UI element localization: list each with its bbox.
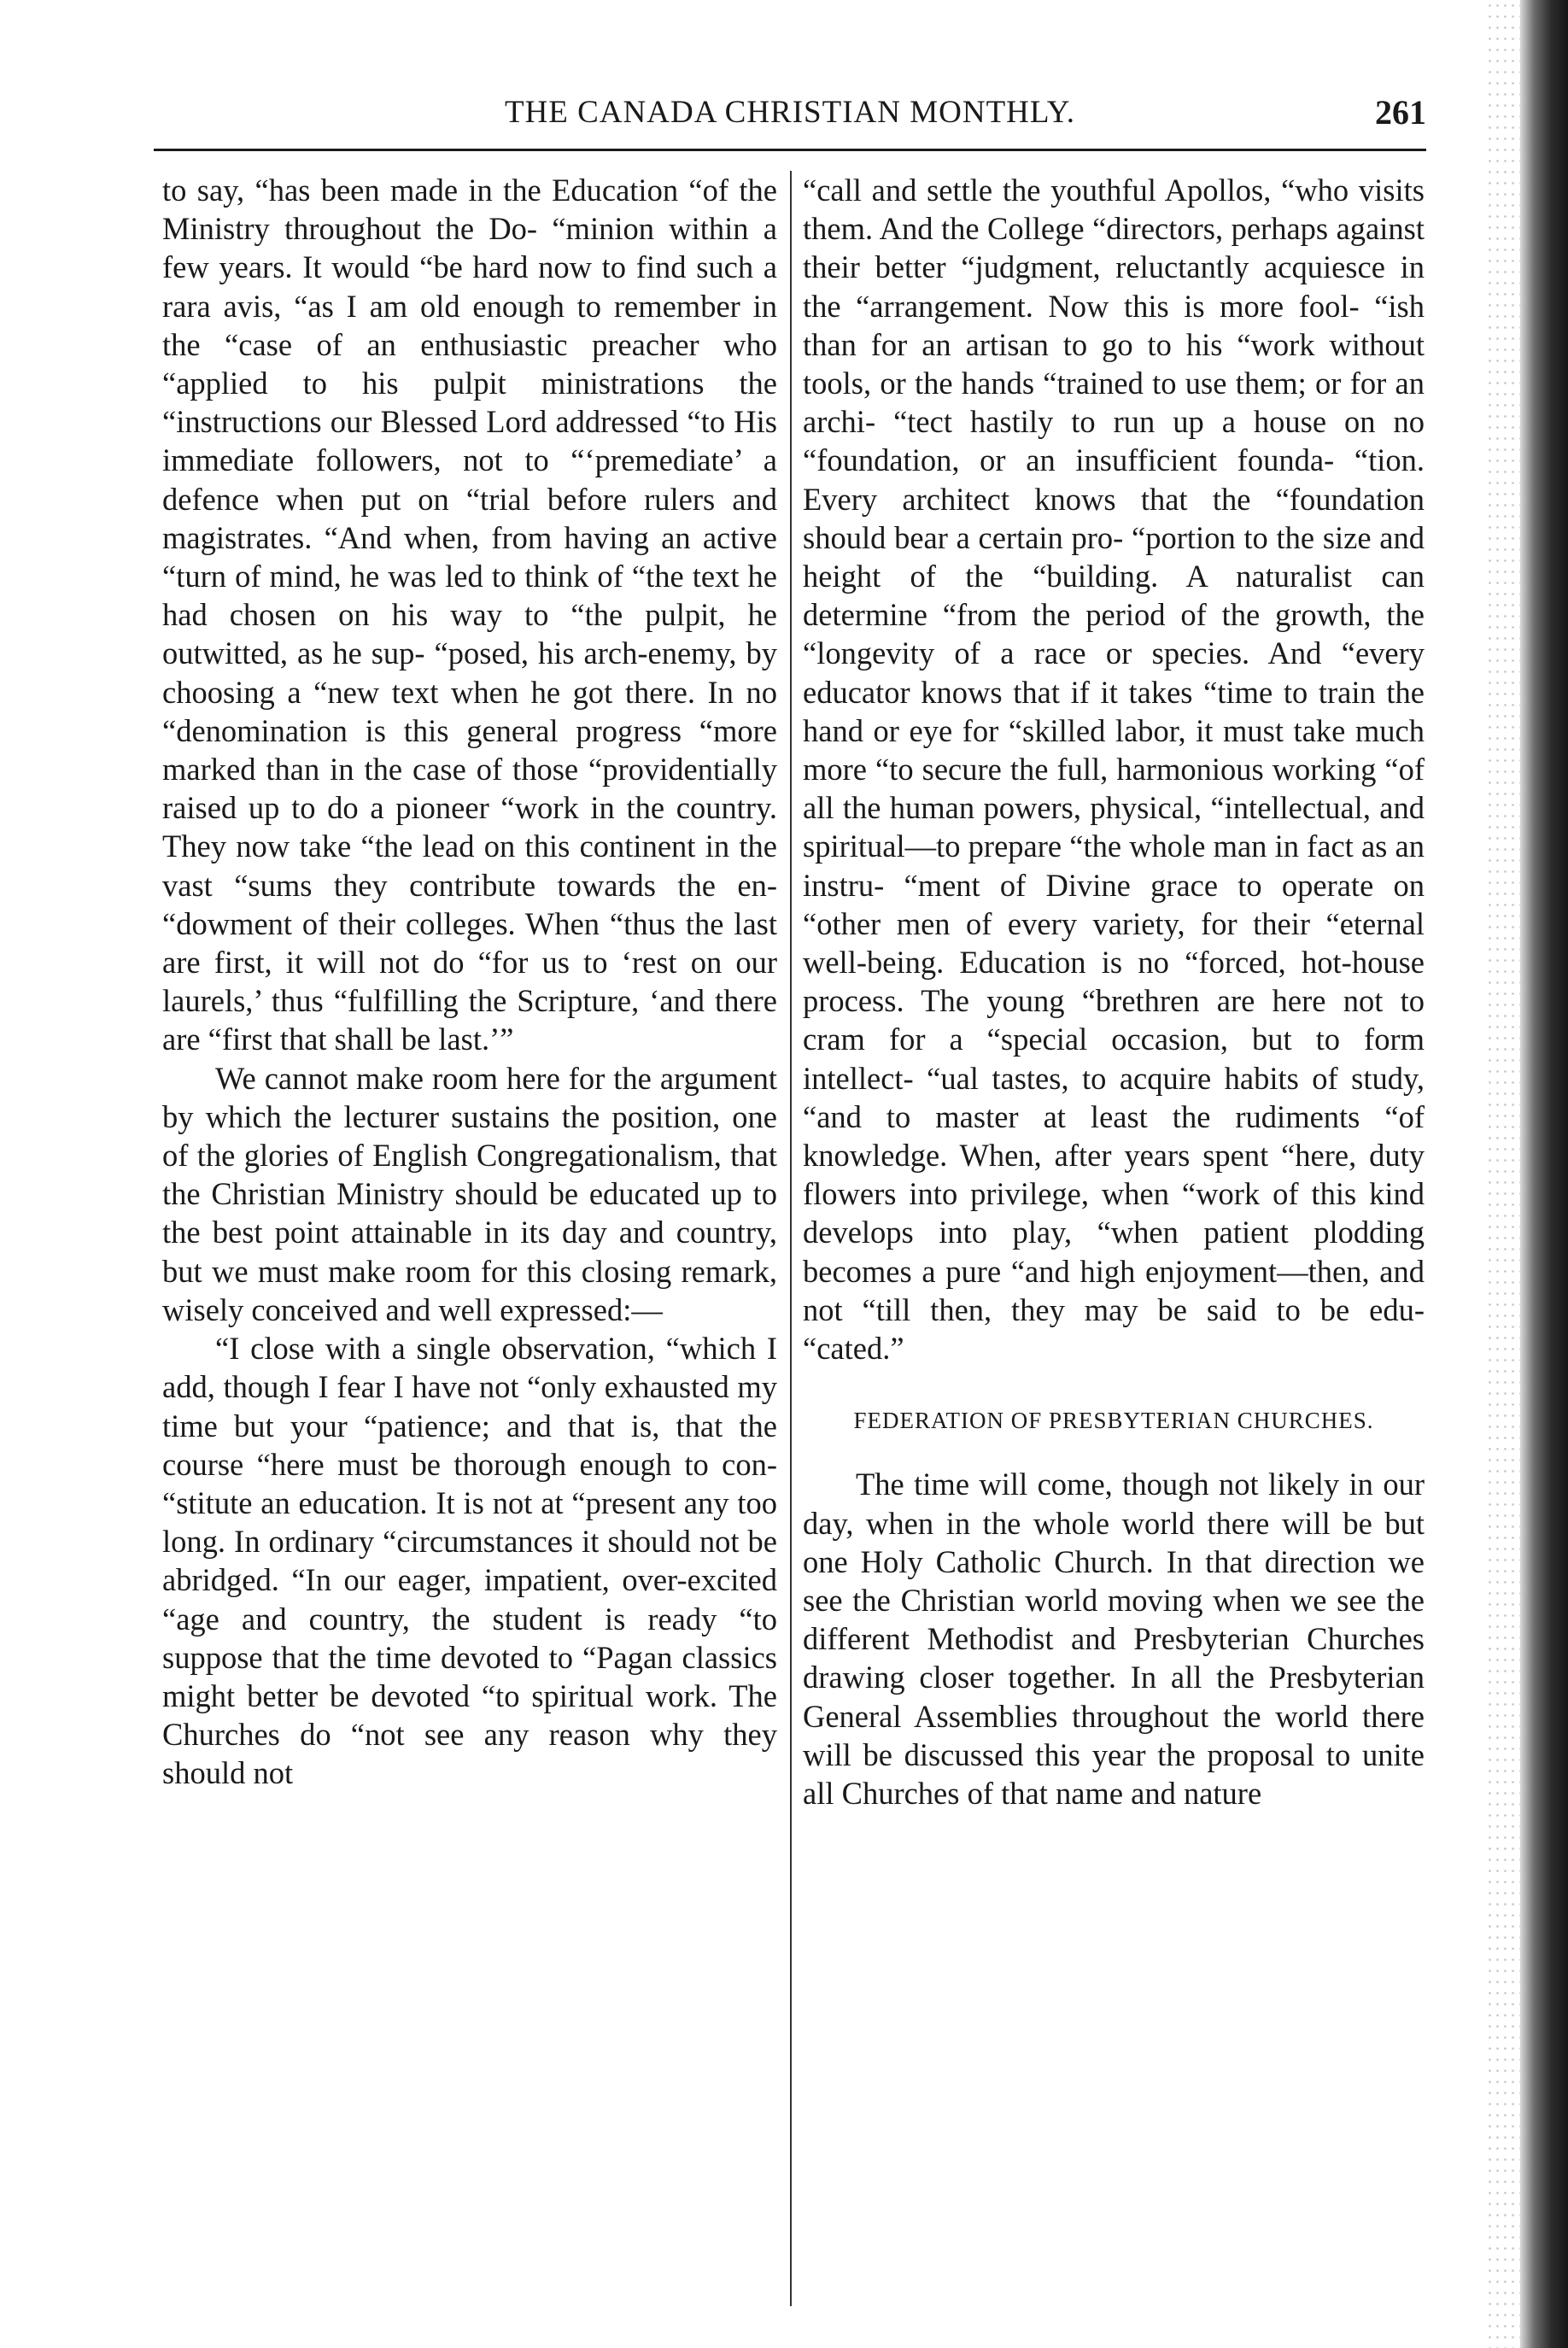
- page-number: 261: [1375, 93, 1426, 132]
- left-paragraph-2: We cannot make room here for the argument by which the lecturer sustains the position, one of the glories of English Congregationalism, that the Christian Ministry should be educated up to the best point attainable in its day and country, but we must make room for this closing remark, wisely conceived and well expressed:—: [162, 1060, 777, 1327]
- left-paragraph-1: to say, “has been made in the Education “of the Ministry throughout the Do- “minion within a few years. It would “be hard now to find such a rara avis, “as I am old enough to remember in the “case of an enthusiastic preacher who “applied to his pulpit ministrations the “instructions our Blessed Lord addressed “to His immediate followers, not to “‘premediate’ a defence when put on “trial before rulers and magistrates. “And when, from having an active “turn of mind, he was led to think of “the text he had chosen on his way to “the pulpit, he outwitted, as he sup- “posed, his arch-enemy, by choosing a “new text when he got there. In no “denomination is this general progress “more marked than in the case of those “providentially raised up to do a pioneer “work in the country. They now take “the lead on this continent in the vast “sums they contribute towards the en- “dowment of their colleges. When “thus the last are first, it will not do “for us to ‘rest on our laurels,’ thus “fulfilling the Scripture, ‘and there are “first that shall be last.’”: [162, 173, 777, 1057]
- page-edge-shadow: [1520, 0, 1568, 2348]
- running-title: THE CANADA CHRISTIAN MONTHLY.: [504, 95, 1075, 130]
- header-rule: [154, 149, 1426, 151]
- page-edge-specks: [1486, 0, 1520, 2348]
- right-paragraph-2: The time will come, though not likely in our day, when in the whole world there will be but one Holy Catholic Church. In that direction we see the Christian world moving when we see the different Methodist and Presbyterian Churches drawing closer together. In all the Presbyterian General Assemblies throughout the world there will be discussed this year the proposal to unite all Churches of that name and nature: [803, 1467, 1425, 1811]
- left-column: [162, 171, 777, 1793]
- right-column: [803, 171, 1425, 1812]
- column-divider: [790, 171, 792, 2306]
- section-heading: FEDERATION OF PRESBYTERIAN CHURCHES.: [853, 1408, 1374, 1434]
- page-header: [154, 87, 1426, 138]
- left-paragraph-3: “I close with a single observation, “which I add, though I fear I have not “only exhausted my time but your “patience; and that is, that the course “here must be thorough enough to con- “stitute an education. It is not at “present any too long. In ordinary “circumstances it should not be abridged. “In our eager, impatient, over-excited “age and country, the student is ready “to suppose that the time devoted to “Pagan classics might better be devoted “to spiritual work. The Churches do “not see any reason why they should not: [162, 1331, 777, 1791]
- right-paragraph-1: “call and settle the youthful Apollos, “who visits them. And the College “directors, perhaps against their better “judgment, reluctantly acquiesce in the “arrangement. Now this is more fool- “ish than for an artisan to go to his “work without tools, or the hands “trained to use them; or for an archi- “tect hastily to run up a house on no “foundation, or an insufficient founda- “tion. Every architect knows that the “foundation should bear a certain pro- “portion to the size and height of the “building. A naturalist can determine “from the period of the growth, the “longevity of a race or species. And “every educator knows that if it takes “time to train the hand or eye for “skilled labor, it must take much more “to secure the full, harmonious working “of all the human powers, physical, “intellectual, and spiritual—to prepare “the whole man in fact as an instru- “ment of Divine grace to operate on “other men of every variety, for their “eternal well-being. Education is no “forced, hot-house process. The young “brethren are here not to cram for a “special occasion, but to form intellect- “ual tastes, to acquire habits of study, “and to master at least the rudiments “of knowledge. When, after years spent “here, duty flowers into privilege, when “work of this kind develops into play, “when patient plodding becomes a pure “and high enjoyment—then, and not “till then, they may be said to be edu- “cated.”: [803, 173, 1425, 1367]
